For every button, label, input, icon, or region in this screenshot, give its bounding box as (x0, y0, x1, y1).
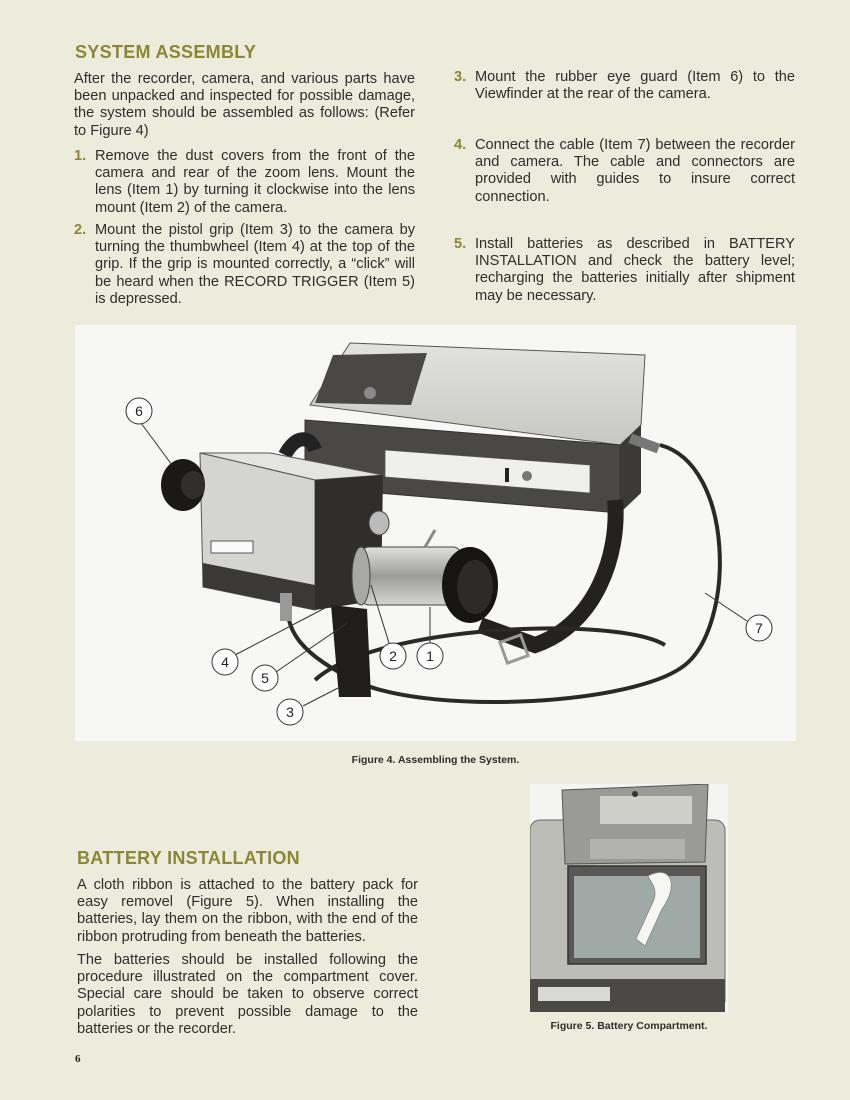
callout-7 (705, 593, 772, 641)
figure-5-photo (530, 784, 728, 1012)
figure-4-caption: Figure 4. Assembling the System. (351, 754, 520, 766)
assembly-step-5 (454, 236, 795, 305)
battery-paragraph-1: A cloth ribbon is attached to the battery pack for easy removel (Figure 5). When installing the batteries, lay them on the ribbon, with the end of the ribbon protruding from beneath the batteries. (77, 877, 418, 945)
page-number: 6 (75, 1053, 81, 1065)
figure-4-photo (75, 325, 796, 741)
battery-installation-heading: BATTERY INSTALLATION (77, 848, 300, 868)
system-assembly-intro: After the recorder, camera, and various parts have been unpacked and inspected for possible damage, the system should be assembled as follows: (Refer to Figure 4) (74, 71, 415, 139)
callout-4 (212, 608, 325, 675)
callout-6 (126, 398, 172, 465)
step-number: 5. (454, 236, 467, 252)
assembly-step-3 (454, 69, 795, 103)
callout-label: 6 (135, 403, 143, 419)
callout-label: 1 (426, 648, 434, 664)
step-number: 3. (454, 69, 467, 85)
callout-3 (277, 688, 338, 725)
camera-recorder-illustration (75, 325, 796, 741)
figure-5-caption: Figure 5. Battery Compartment. (550, 1020, 708, 1032)
step-number: 2. (74, 222, 87, 238)
battery-compartment-illustration (530, 784, 728, 1012)
step-text: Mount the rubber eye guard (Item 6) to the Viewfinder at the rear of the camera. (475, 69, 795, 103)
callout-label: 3 (286, 704, 294, 720)
callout-label: 4 (221, 654, 229, 670)
step-text: Install batteries as described in BATTERY INSTALLATION and check the battery level; recharging the batteries initially after shipment may be necessary. (475, 236, 795, 304)
assembly-step-4 (454, 137, 795, 206)
assembly-step-1 (74, 148, 415, 217)
step-number: 1. (74, 148, 87, 164)
step-text: Remove the dust covers from the front of the camera and rear of the zoom lens. Mount the lens (Item 1) by turning it clockwise into the lens mount (Item 2) of the camera. (95, 148, 415, 216)
callout-label: 7 (755, 620, 763, 636)
callout-label: 2 (389, 648, 397, 664)
step-number: 4. (454, 137, 467, 153)
callout-label: 5 (261, 670, 269, 686)
callout-5 (252, 623, 347, 691)
assembly-step-2 (74, 222, 415, 308)
system-assembly-heading: SYSTEM ASSEMBLY (75, 42, 257, 62)
step-text: Connect the cable (Item 7) between the recorder and camera. The cable and connectors are provided with guides to insure correct connection. (475, 137, 795, 205)
battery-paragraph-2: The batteries should be installed following the procedure illustrated on the compartment cover. Special care should be taken to observe correct polarities to prevent possible damage to the batteries or the recorder. (77, 952, 418, 1037)
step-text: Mount the pistol grip (Item 3) to the camera by turning the thumbwheel (Item 4) at the top of the grip. If the grip is mounted correctly, a “click” will be heard when the RECORD TRIGGER (Item 5) is depressed. (95, 222, 415, 307)
